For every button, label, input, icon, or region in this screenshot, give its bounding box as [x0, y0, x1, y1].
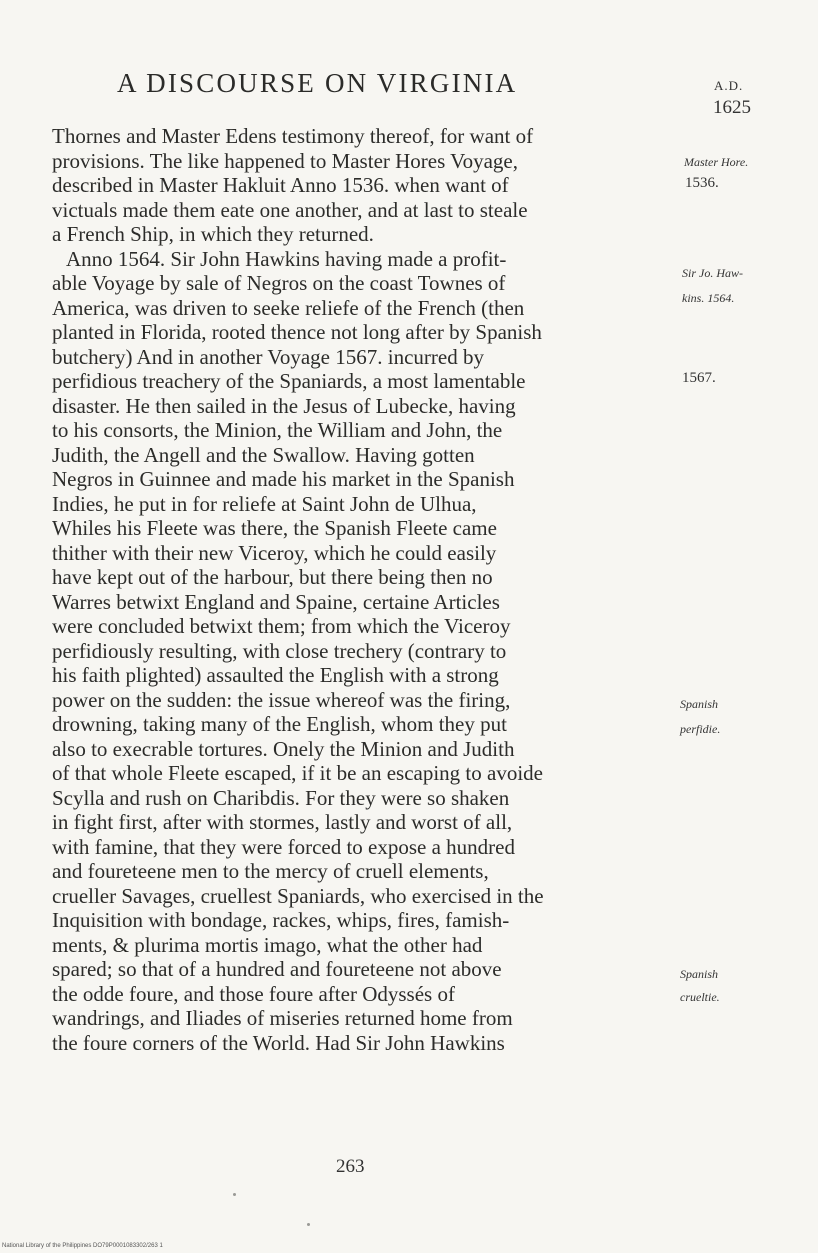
text-line: described in Master Hakluit Anno 1536. when want of: [52, 173, 509, 197]
text-line: in fight first, after with stormes, lastly and worst of all,: [52, 810, 513, 834]
scan-footer: National Library of the Philippines DO79P0001083302/263 1: [2, 1243, 163, 1249]
text-line: have kept out of the harbour, but there being then no: [52, 565, 493, 589]
text-line: perfidious treachery of the Spaniards, a most lamentable: [52, 369, 526, 393]
text-line: Judith, the Angell and the Swallow. Having gotten: [52, 442, 475, 467]
text-line: spared; so that of a hundred and foureteene not above: [52, 957, 502, 981]
text-line: drowning, taking many of the English, whom they put: [52, 712, 507, 736]
text-line: were concluded betwixt them; from which the Viceroy: [52, 614, 511, 638]
margin-note: kins. 1564.: [682, 291, 735, 305]
text-line: disaster. He then sailed in the Jesus of Lubecke, having: [52, 393, 516, 418]
text-line: Anno 1564. Sir John Hawkins having made a profit-: [66, 246, 507, 271]
paper-speck: [307, 1223, 310, 1226]
margin-note: Master Hore.: [684, 155, 749, 169]
text-line: Inquisition with bondage, rackes, whips, fires, famish-: [52, 908, 510, 932]
text-line: thither with their new Viceroy, which he could easily: [52, 540, 497, 565]
body-text: [52, 124, 674, 1055]
margin-note: Sir Jo. Haw-: [682, 266, 743, 280]
text-line: wandrings, and Iliades of miseries returned home from: [52, 1006, 513, 1030]
text-line: Indies, he put in for reliefe at Saint John de Ulhua,: [52, 491, 477, 516]
header-year: 1625: [713, 97, 751, 118]
margin-note-year: 1567.: [682, 370, 716, 386]
text-line: perfidiously resulting, with close trechery (contrary to: [52, 638, 507, 663]
text-line: planted in Florida, rooted thence not long after by Spanish: [52, 320, 542, 344]
text-line: Whiles his Fleete was there, the Spanish Fleete came: [52, 516, 497, 540]
text-line: able Voyage by sale of Negros on the coast Townes of: [52, 271, 506, 295]
text-line: Warres betwixt England and Spaine, certaine Articles: [52, 589, 500, 614]
paper-speck: [233, 1193, 236, 1196]
margin-note-year: 1536.: [685, 175, 719, 191]
text-line: power on the sudden: the issue whereof was the firing,: [52, 687, 511, 712]
text-line: his faith plighted) assaulted the English with a strong: [52, 663, 499, 687]
text-line: with famine, that they were forced to expose a hundred: [52, 834, 515, 859]
anno-domini-label: A.D.: [714, 78, 744, 93]
text-line: victuals made them eate one another, and at last to steale: [52, 197, 528, 222]
margin-note: Spanish: [680, 697, 719, 711]
text-line: of that whole Fleete escaped, if it be an escaping to avoide: [52, 761, 543, 785]
text-line: the foure corners of the World. Had Sir John Hawkins: [52, 1030, 505, 1055]
page-number: 263: [336, 1156, 365, 1177]
text-line: and foureteene men to the mercy of cruell elements,: [52, 859, 489, 883]
text-line: butchery) And in another Voyage 1567. incurred by: [52, 344, 484, 369]
running-head: A DISCOURSE ON VIRGINIA: [117, 68, 518, 98]
margin-note: crueltie.: [680, 990, 720, 1004]
text-line: ments, & plurima mortis imago, what the other had: [52, 932, 483, 957]
text-line: provisions. The like happened to Master Hores Voyage,: [52, 148, 518, 173]
text-line: the odde foure, and those foure after Odyssés of: [52, 981, 455, 1006]
text-line: Thornes and Master Edens testimony thereof, for want of: [52, 124, 534, 148]
text-line: to his consorts, the Minion, the William and John, the: [52, 418, 503, 442]
text-line: America, was driven to seeke reliefe of the French (then: [52, 295, 525, 320]
margin-note: Spanish: [680, 967, 719, 981]
text-line: also to execrable tortures. Onely the Minion and Judith: [52, 736, 515, 761]
text-line: Negros in Guinnee and made his market in the Spanish: [52, 467, 515, 491]
margin-note: perfidie.: [680, 722, 721, 736]
text-line: crueller Savages, cruellest Spaniards, who exercised in the: [52, 883, 544, 908]
text-line: a French Ship, in which they returned.: [52, 222, 374, 246]
text-line: Scylla and rush on Charibdis. For they were so shaken: [52, 785, 510, 810]
